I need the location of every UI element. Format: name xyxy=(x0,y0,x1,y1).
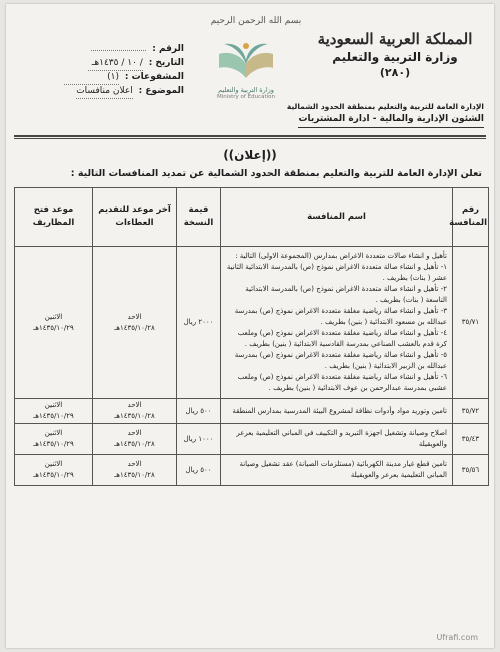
header-divider xyxy=(14,135,486,137)
deadline-date: ١٤٣٥/١٠/٢٨هـ xyxy=(114,471,155,479)
table-body xyxy=(15,247,489,486)
letter-number: (٢٨٠) xyxy=(379,66,411,79)
table-row xyxy=(15,424,489,455)
table-row xyxy=(15,247,489,399)
tender-deadline xyxy=(93,247,177,399)
watermark: Ufrafi.com xyxy=(436,633,478,642)
attachments-label: المشفوعات : xyxy=(124,72,184,82)
tender-name xyxy=(221,399,453,424)
opening-date: ١٤٣٥/١٠/٢٩هـ xyxy=(33,471,74,479)
tender-name-line: ٢- تأهيل و انشاء صالة متعددة الاغراض نموذج (ص) بالمدرسة الابتدائية التاسعة ( بنات) بطريف . xyxy=(245,285,447,304)
deadline-day: الاحد xyxy=(127,401,142,409)
opening-day: الاثنين xyxy=(44,401,63,409)
book-logo-icon xyxy=(216,38,276,84)
tender-number: ٣٥/٧٢ xyxy=(453,399,489,424)
tender-name-line: ٥- تأهيل و انشاء صالة رياضية مغلقة متعددة الاغراض نموذج (ص) بمدرسة عبدالله بن الزبير الابتدائية ( بنين) بطريف . xyxy=(234,351,447,370)
meta-subject-row xyxy=(34,84,184,98)
opening-day: الاثنين xyxy=(44,460,63,468)
meta-date-row xyxy=(34,56,184,70)
tender-name-line: اصلاح وصيانة وتشغيل اجهزة التبريد و التكييف في المباني التعليمية بعرعر والعويقيلة xyxy=(236,429,447,448)
tender-name-line: تامين قطع غيار مدينة الكهربائية (مستلزمات الصيانة) عقد تشغيل وصيانة المباني التعليمية بعرعر والعويقيلة xyxy=(239,460,447,479)
tenders-table xyxy=(14,187,489,486)
tender-opening xyxy=(15,455,93,486)
tender-opening xyxy=(15,424,93,455)
kingdom-title: المملكة العربية السعودية xyxy=(317,30,473,48)
document-page xyxy=(6,4,494,648)
tender-price: ٥٠٠ ريال xyxy=(177,399,221,424)
directorate-title: الإدارة العامة للتربية والتعليم بمنطقة الحدود الشمالية xyxy=(286,102,484,111)
col-header-deadline: آخر موعد للتقديم العطاءات xyxy=(93,188,177,247)
logo-arabic-text: وزارة التربية والتعليم xyxy=(218,86,274,94)
tender-number: ٣٥/٥٦ xyxy=(453,455,489,486)
opening-day: الاثنين xyxy=(44,312,63,321)
opening-date: ١٤٣٥/١٠/٢٩هـ xyxy=(33,323,74,332)
tender-deadline xyxy=(93,424,177,455)
tender-name-line: تامين وتوريد مواد وأدوات نظافة لمشروع البيئة المدرسية بمدارس المنطقة xyxy=(232,406,447,415)
tender-name-line: ١- تأهيل و انشاء صالة متعددة الاغراض نموذج (ص) بالمدرسة الابتدائية الثانية عشر ( بنات) بطريف . xyxy=(226,263,447,282)
deadline-date: ١٤٣٥/١٠/٢٨هـ xyxy=(114,440,155,448)
deadline-day: الاحد xyxy=(127,429,142,437)
col-header-number: رقم المنافسة xyxy=(453,188,489,247)
tender-name-line: ٤- تأهيل و انشاء صالة رياضية مغلقة متعددة الاغراض نموذج (ص) وملعب كرة قدم بالعشب الصناعي بمدرسة القادسية الابتدائية ( بنين) بطريف . xyxy=(237,329,447,348)
table-row xyxy=(15,455,489,486)
col-header-price: قيمة النسخة xyxy=(177,188,221,247)
header-right xyxy=(310,30,480,79)
tender-opening xyxy=(15,399,93,424)
opening-date: ١٤٣٥/١٠/٢٩هـ xyxy=(33,440,74,448)
date-value: / ١٠ / ١٤٣٥هـ xyxy=(88,56,143,71)
tender-price: ٥٠٠ ريال xyxy=(177,455,221,486)
opening-date: ١٤٣٥/١٠/٢٩هـ xyxy=(33,412,74,420)
tender-name xyxy=(221,424,453,455)
tender-number: ٣٥/٤٣ xyxy=(453,424,489,455)
subject-value: اعلان منافسات xyxy=(76,84,133,99)
meta-attach-row xyxy=(34,70,184,84)
col-header-name: اسم المنافسة xyxy=(221,188,453,247)
tender-name-line: تأهيل و انشاء صالات متعددة الاغراض بمدارس (المجموعة الاولى) التالية : xyxy=(235,252,447,260)
tender-deadline xyxy=(93,455,177,486)
ref-value xyxy=(91,50,146,51)
ministry-logo xyxy=(206,38,286,116)
announcement-text: تعلن الإدارة العامة للتربية والتعليم بمنطقة الحدود الشمالية عن تمديد المنافسات التالية : xyxy=(70,168,482,179)
table-row xyxy=(15,399,489,424)
ref-label: الرقم : xyxy=(152,44,184,54)
tender-name-line: ٣- تأهيل و انشاء صالة رياضية مغلقة متعددة الاغراض نموذج (ص) بمدرسة عبدالله بن مسعود الابتدائية ( بنين) بطريف . xyxy=(234,307,447,326)
tender-number: ٣٥/٧١ xyxy=(453,247,489,399)
tender-price: ١٠٠٠ ريال xyxy=(177,424,221,455)
ministry-title: وزارة التربية والتعليم xyxy=(332,50,458,64)
table-header-row xyxy=(15,188,489,247)
logo-english-text: Ministry of Education xyxy=(216,94,275,100)
deadline-date: ١٤٣٥/١٠/٢٨هـ xyxy=(114,412,155,420)
header-sub xyxy=(264,101,484,128)
basmala: بسم الله الرحمن الرحيم xyxy=(210,16,302,26)
deadline-day: الاحد xyxy=(127,312,142,321)
letter-meta xyxy=(34,42,184,98)
tender-name xyxy=(221,247,453,399)
announcement-title: ((إعلان)) xyxy=(223,148,277,162)
deadline-day: الاحد xyxy=(127,460,142,468)
deadline-date: ١٤٣٥/١٠/٢٨هـ xyxy=(114,323,155,332)
opening-day: الاثنين xyxy=(44,429,63,437)
subject-label: الموضوع : xyxy=(138,86,184,96)
col-header-opening: موعد فتح المظاريف xyxy=(15,188,93,247)
tender-name-line: ٦- تأهيل و انشاء صالة رياضية مغلقة متعددة الاغراض نموذج (ص) وملعب عشبي بمدرسة عبدالرحمن بن عوف الابتدائية ( بنين) بطريف . xyxy=(237,373,447,392)
tender-opening xyxy=(15,247,93,399)
meta-ref-row xyxy=(34,42,184,56)
tender-deadline xyxy=(93,399,177,424)
date-label: التاريخ : xyxy=(148,58,184,68)
tender-price: ٢٠٠٠ ريال xyxy=(177,247,221,399)
attachments-value: (١) xyxy=(64,70,119,85)
tender-name xyxy=(221,455,453,486)
header-divider-thin xyxy=(14,138,486,139)
department-title: الشئون الإدارية والمالية - ادارة المشتريات xyxy=(298,114,484,128)
